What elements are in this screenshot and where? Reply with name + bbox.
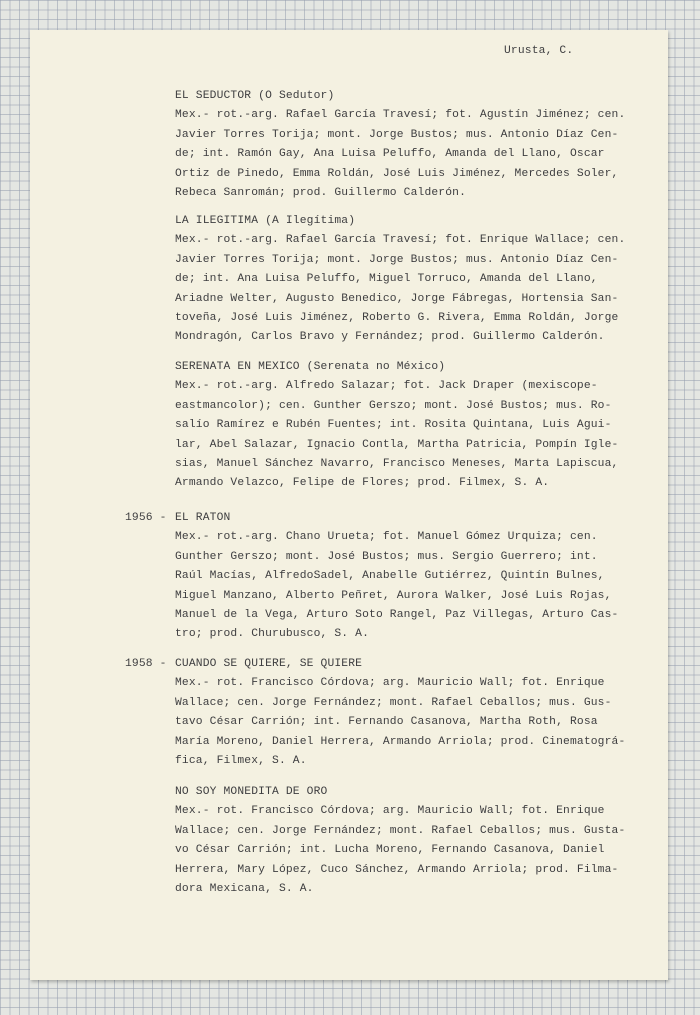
film-credit-line: fica, Filmex, S. A.: [175, 755, 307, 768]
film-credit-line: tro; prod. Churubusco, S. A.: [175, 628, 370, 641]
film-credit-line: Wallace; cen. Jorge Fernández; mont. Rafael Ceballos; mus. Gus-: [175, 696, 612, 709]
film-title: EL SEDUCTOR (O Sedutor): [175, 90, 335, 102]
film-credit-line: dora Mexicana, S. A.: [175, 883, 314, 896]
film-title: CUANDO SE QUIERE, SE QUIERE: [175, 658, 363, 670]
film-credit-line: Javier Torres Torija; mont. Jorge Bustos; mus. Antonio Díaz Cen-: [175, 128, 619, 141]
film-credit-line: Armando Velazco, Felipe de Flores; prod. Filmex, S. A.: [175, 477, 550, 490]
film-credit-line: Mex.- rot. Francisco Córdova; arg. Mauricio Wall; fot. Enrique: [175, 805, 605, 818]
film-credit-line: Miguel Manzano, Alberto Peñret, Aurora Walker, José Luis Rojas,: [175, 589, 612, 602]
film-entry: [175, 509, 618, 645]
film-credit-line: María Moreno, Daniel Herrera, Armando Arriola; prod. Cinematográ-: [175, 735, 626, 748]
film-credit-line: Mex.- rot.-arg. Rafael García Travesí; fot. Enrique Wallace; cen.: [175, 234, 626, 247]
year-label: [125, 509, 167, 528]
film-title: EL RATON: [175, 512, 231, 524]
film-credit-line: Mondragón, Carlos Bravo y Fernández; prod. Guillermo Calderón.: [175, 331, 605, 344]
film-credit-line: toveña, José Luis Jiménez, Roberto G. Rivera, Emma Roldán, Jorge: [175, 312, 619, 325]
film-credit-line: eastmancolor); cen. Gunther Gerszo; mont. José Bustos; mus. Ro-: [175, 399, 612, 412]
film-entry: [175, 655, 625, 771]
index-card: [30, 30, 668, 980]
film-credit-line: salío Ramírez e Rubén Fuentes; int. Rosita Quintana, Luis Agui-: [175, 419, 612, 432]
film-credit-line: Herrera, Mary López, Cuco Sánchez, Armando Arriola; prod. Filma-: [175, 863, 619, 876]
film-title: LA ILEGITIMA (A Ilegítima): [175, 215, 356, 227]
film-credit-line: Manuel de la Vega, Arturo Soto Rangel, Paz Villegas, Arturo Cas-: [175, 609, 619, 622]
film-credit-line: vo César Carrión; int. Lucha Moreno, Fernando Casanova, Daniel: [175, 844, 605, 857]
year-text: 1956 -: [125, 512, 167, 524]
film-credit-line: de; int. Ramón Gay, Ana Luisa Peluffo, Amanda del Llano, Oscar: [175, 148, 605, 161]
film-title: SERENATA EN MEXICO (Serenata no México): [175, 361, 446, 373]
year-label: [125, 655, 167, 674]
film-credit-line: Ortiz de Pinedo, Emma Roldán, José Luis Jiménez, Mercedes Soler,: [175, 167, 619, 180]
film-entry: [175, 783, 625, 899]
film-credit-line: de; int. Ana Luisa Peluffo, Miguel Torruco, Amanda del Llano,: [175, 273, 598, 286]
film-credit-line: Rebeca Sanromán; prod. Guillermo Calderón.: [175, 187, 467, 200]
film-credit-line: sias, Manuel Sánchez Navarro, Francisco Meneses, Marta Lapiscua,: [175, 458, 619, 471]
film-credit-line: Gunther Gerszo; mont. José Bustos; mus. Sergio Guerrero; int.: [175, 550, 598, 563]
card-header-name: Urusta, C.: [504, 45, 574, 57]
year-text: 1958 -: [125, 658, 167, 670]
film-credit-line: Mex.- rot. Francisco Córdova; arg. Mauricio Wall; fot. Enrique: [175, 677, 605, 690]
film-credit-line: lar, Abel Salazar, Ignacio Contla, Martha Patricia, Pompín Igle-: [175, 438, 619, 451]
film-credit-line: tavo César Carrión; int. Fernando Casanova, Martha Roth, Rosa: [175, 716, 598, 729]
film-entry: [175, 212, 625, 348]
film-entry: [175, 358, 618, 494]
film-credit-line: Mex.- rot.-arg. Rafael García Travesí; fot. Agustín Jiménez; cen.: [175, 109, 626, 122]
film-entry: [175, 87, 625, 203]
film-title: NO SOY MONEDITA DE ORO: [175, 786, 328, 798]
film-credit-line: Javier Torres Torija; mont. Jorge Bustos; mus. Antonio Díaz Cen-: [175, 253, 619, 266]
film-credit-line: Raúl Macías, AlfredoSadel, Anabelle Gutiérrez, Quintín Bulnes,: [175, 570, 605, 583]
film-credit-line: Wallace; cen. Jorge Fernández; mont. Rafael Ceballos; mus. Gusta-: [175, 824, 626, 837]
film-credit-line: Ariadne Welter, Augusto Benedico, Jorge Fábregas, Hortensia San-: [175, 292, 619, 305]
film-credit-line: Mex.- rot.-arg. Alfredo Salazar; fot. Jack Draper (mexiscope-: [175, 380, 598, 393]
film-credit-line: Mex.- rot.-arg. Chano Urueta; fot. Manuel Gómez Urquiza; cen.: [175, 531, 598, 544]
